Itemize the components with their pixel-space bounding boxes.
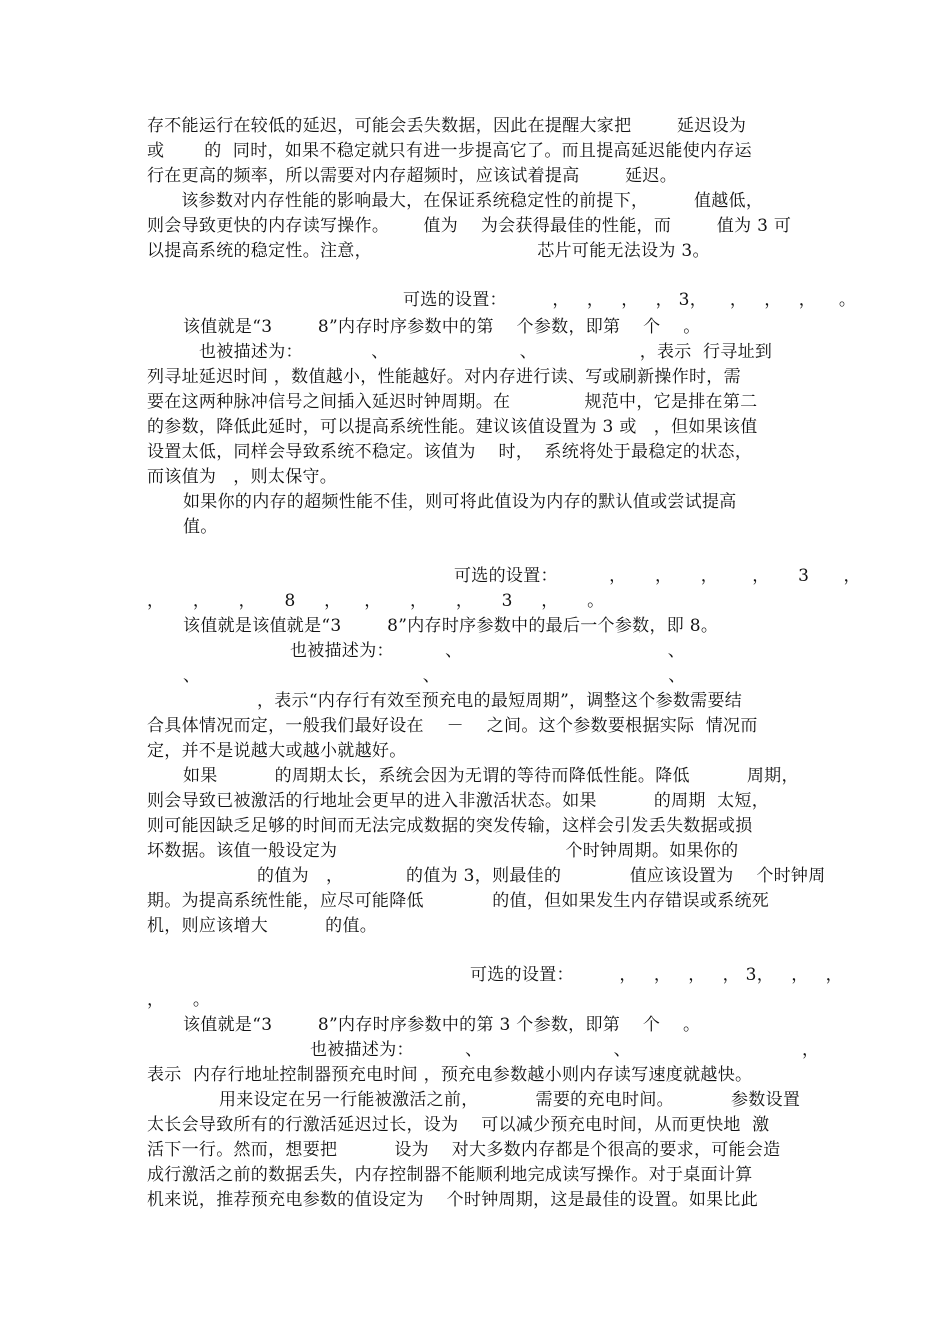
text-line: 或 的 同时，如果不稳定就只有进一步提高它了。而且提高延迟能使内存运 xyxy=(147,141,752,161)
text-line: 太长会导致所有的行激活延迟过长，设为 可以减少预充电时间，从而更快地 激 xyxy=(147,1115,770,1135)
text-line: 列寻址延迟时间 ，数值越小，性能越好。对内存进行读、写或刷新操作时，需 xyxy=(147,367,741,387)
text-line: 活下一行。然而，想要把 设为 对大多数内存都是个很高的要求，可能会造 xyxy=(147,1140,781,1160)
text-line: ， 。 xyxy=(147,990,211,1010)
text-line: 期。为提高系统性能，应尽可能降低 的值，但如果发生内存错误或系统死 xyxy=(147,891,770,911)
text-line: 成行激活之前的数据丢失，内存控制器不能顺利地完成读写操作。对于桌面计算 xyxy=(147,1165,753,1185)
text-line: 可选的设置： ， ， ， ， 3， ， ， ， 。 xyxy=(403,290,857,310)
text-line: 也被描述为： 、 、 ， xyxy=(310,1040,820,1060)
text-line: 设置太低，同样会导致系统不稳定。该值为 时， 系统将处于最稳定的状态， xyxy=(147,442,753,462)
text-line: 则可能因缺乏足够的时间而无法完成数据的突发传输，这样会引发丢失数据或损 xyxy=(147,816,753,836)
text-line: 该值就是“3 8”内存时序参数中的第 3 个参数，即第 个 。 xyxy=(183,1015,701,1035)
text-line: ，表示“内存行有效至预充电的最短周期”，调整这个参数需要结 xyxy=(257,691,743,711)
text-line: 该值就是“3 8”内存时序参数中的第 个参数，即第 个 。 xyxy=(183,317,701,337)
text-line: 要在这两种脉冲信号之间插入延迟时钟周期。在 规范中，它是排在第二 xyxy=(147,392,758,412)
text-line: 而该值为 ，则太保守。 xyxy=(147,467,338,487)
text-line: 值。 xyxy=(183,517,218,537)
text-line: 定，并不是说越大或越小就越好。 xyxy=(147,741,407,761)
text-line: 可选的设置： ， ， ， ， 3， ， ， xyxy=(470,965,843,985)
text-line: 则会导致已被激活的行地址会更早的进入非激活状态。如果 的周期 太短， xyxy=(147,791,770,811)
text-line: 行在更高的频率，所以需要对内存超频时，应该试着提高 延迟。 xyxy=(147,166,678,186)
text-line: 的参数，降低此延时，可以提高系统性能。建议该值设置为 3 或 ，但如果该值 xyxy=(147,417,758,437)
text-line: 用来设定在另一行能被激活之前， 需要的充电时间。 参数设置 xyxy=(219,1090,801,1110)
text-line: 机，则应该增大 的值。 xyxy=(147,916,378,936)
text-line: 如果你的内存的超频性能不佳，则可将此值设为内存的默认值或尝试提高 xyxy=(183,492,737,512)
text-line: 坏数据。该值一般设定为 个时钟周期。如果你的 xyxy=(147,841,739,861)
text-line: 如果 的周期太长，系统会因为无谓的等待而降低性能。降低 周期， xyxy=(183,766,799,786)
text-line: 以提高系统的稳定性。注意， 芯片可能无法设为 3。 xyxy=(147,241,710,261)
text-line: 该参数对内存性能的影响最大，在保证系统稳定性的前提下， 值越低， xyxy=(147,191,764,211)
text-line: 机来说，推荐预充电参数的值设定为 个时钟周期，这是最佳的设置。如果比此 xyxy=(147,1190,759,1210)
text-line: 表示 内存行地址控制器预充电时间 ，预充电参数越小则内存读写速度就越快。 xyxy=(147,1065,753,1085)
text-line: 也被描述为： 、 、 xyxy=(290,641,686,661)
text-line: 合具体情况而定，一般我们最好设在 － 之间。这个参数要根据实际 情况而 xyxy=(147,716,758,736)
text-line: 可选的设置： ， ， ， ， 3 ， xyxy=(454,566,861,586)
text-line: 存不能运行在较低的延迟，可能会丢失数据，因此在提醒大家把 延迟设为 xyxy=(147,116,747,136)
text-line: 的值为 ， 的值为 3，则最佳的 值应该设置为 个时钟周 xyxy=(257,866,826,886)
text-line: ， ， ， 8 ， ， ， ， 3 ， 。 xyxy=(147,591,605,611)
text-line: 也被描述为： 、 、 ，表示 行寻址到 xyxy=(199,342,773,362)
text-line: 该值就是该值就是“3 8”内存时序参数中的最后一个参数，即 8。 xyxy=(183,616,719,636)
text-line: 、 、 、 xyxy=(183,666,686,686)
text-line: 则会导致更快的内存读写操作。 值为 为会获得最佳的性能，而 值为 3 可 xyxy=(147,216,792,236)
